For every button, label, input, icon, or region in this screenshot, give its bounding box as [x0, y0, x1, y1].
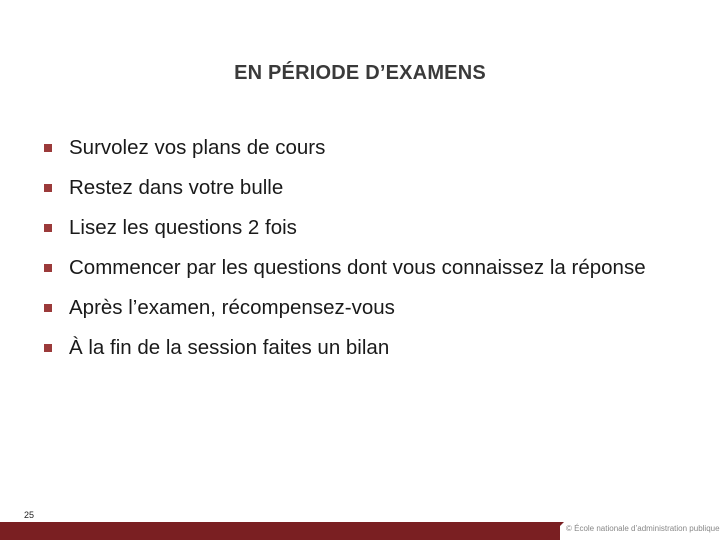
copyright-text: © École nationale d’administration publique [566, 524, 720, 533]
bullet-text: Lisez les questions 2 fois [69, 216, 297, 239]
bullet-item [42, 134, 682, 162]
bullet-item [42, 294, 682, 322]
bullet-list [42, 134, 682, 374]
footer-bar [0, 522, 560, 540]
slide-title-text: EN PÉRIODE D’EXAMENS [234, 62, 486, 84]
slide-title [0, 62, 720, 85]
bullet-text: Restez dans votre bulle [69, 176, 284, 199]
bullet-item [42, 214, 682, 242]
square-bullet-icon [44, 264, 52, 272]
bullet-item [42, 254, 682, 282]
square-bullet-icon [44, 144, 52, 152]
footer-bar-notch [546, 522, 564, 540]
bullet-text: À la fin de la session faites un bilan [69, 336, 390, 359]
square-bullet-icon [44, 184, 52, 192]
square-bullet-icon [44, 304, 52, 312]
bullet-item [42, 174, 682, 202]
bullet-text: Survolez vos plans de cours [69, 136, 326, 159]
bullet-text: Commencer par les questions dont vous connaissez la réponse [69, 256, 646, 279]
bullet-text: Après l’examen, récompensez-vous [69, 296, 395, 319]
square-bullet-icon [44, 224, 52, 232]
square-bullet-icon [44, 344, 52, 352]
bullet-item [42, 334, 682, 362]
page-number: 25 [24, 510, 35, 520]
